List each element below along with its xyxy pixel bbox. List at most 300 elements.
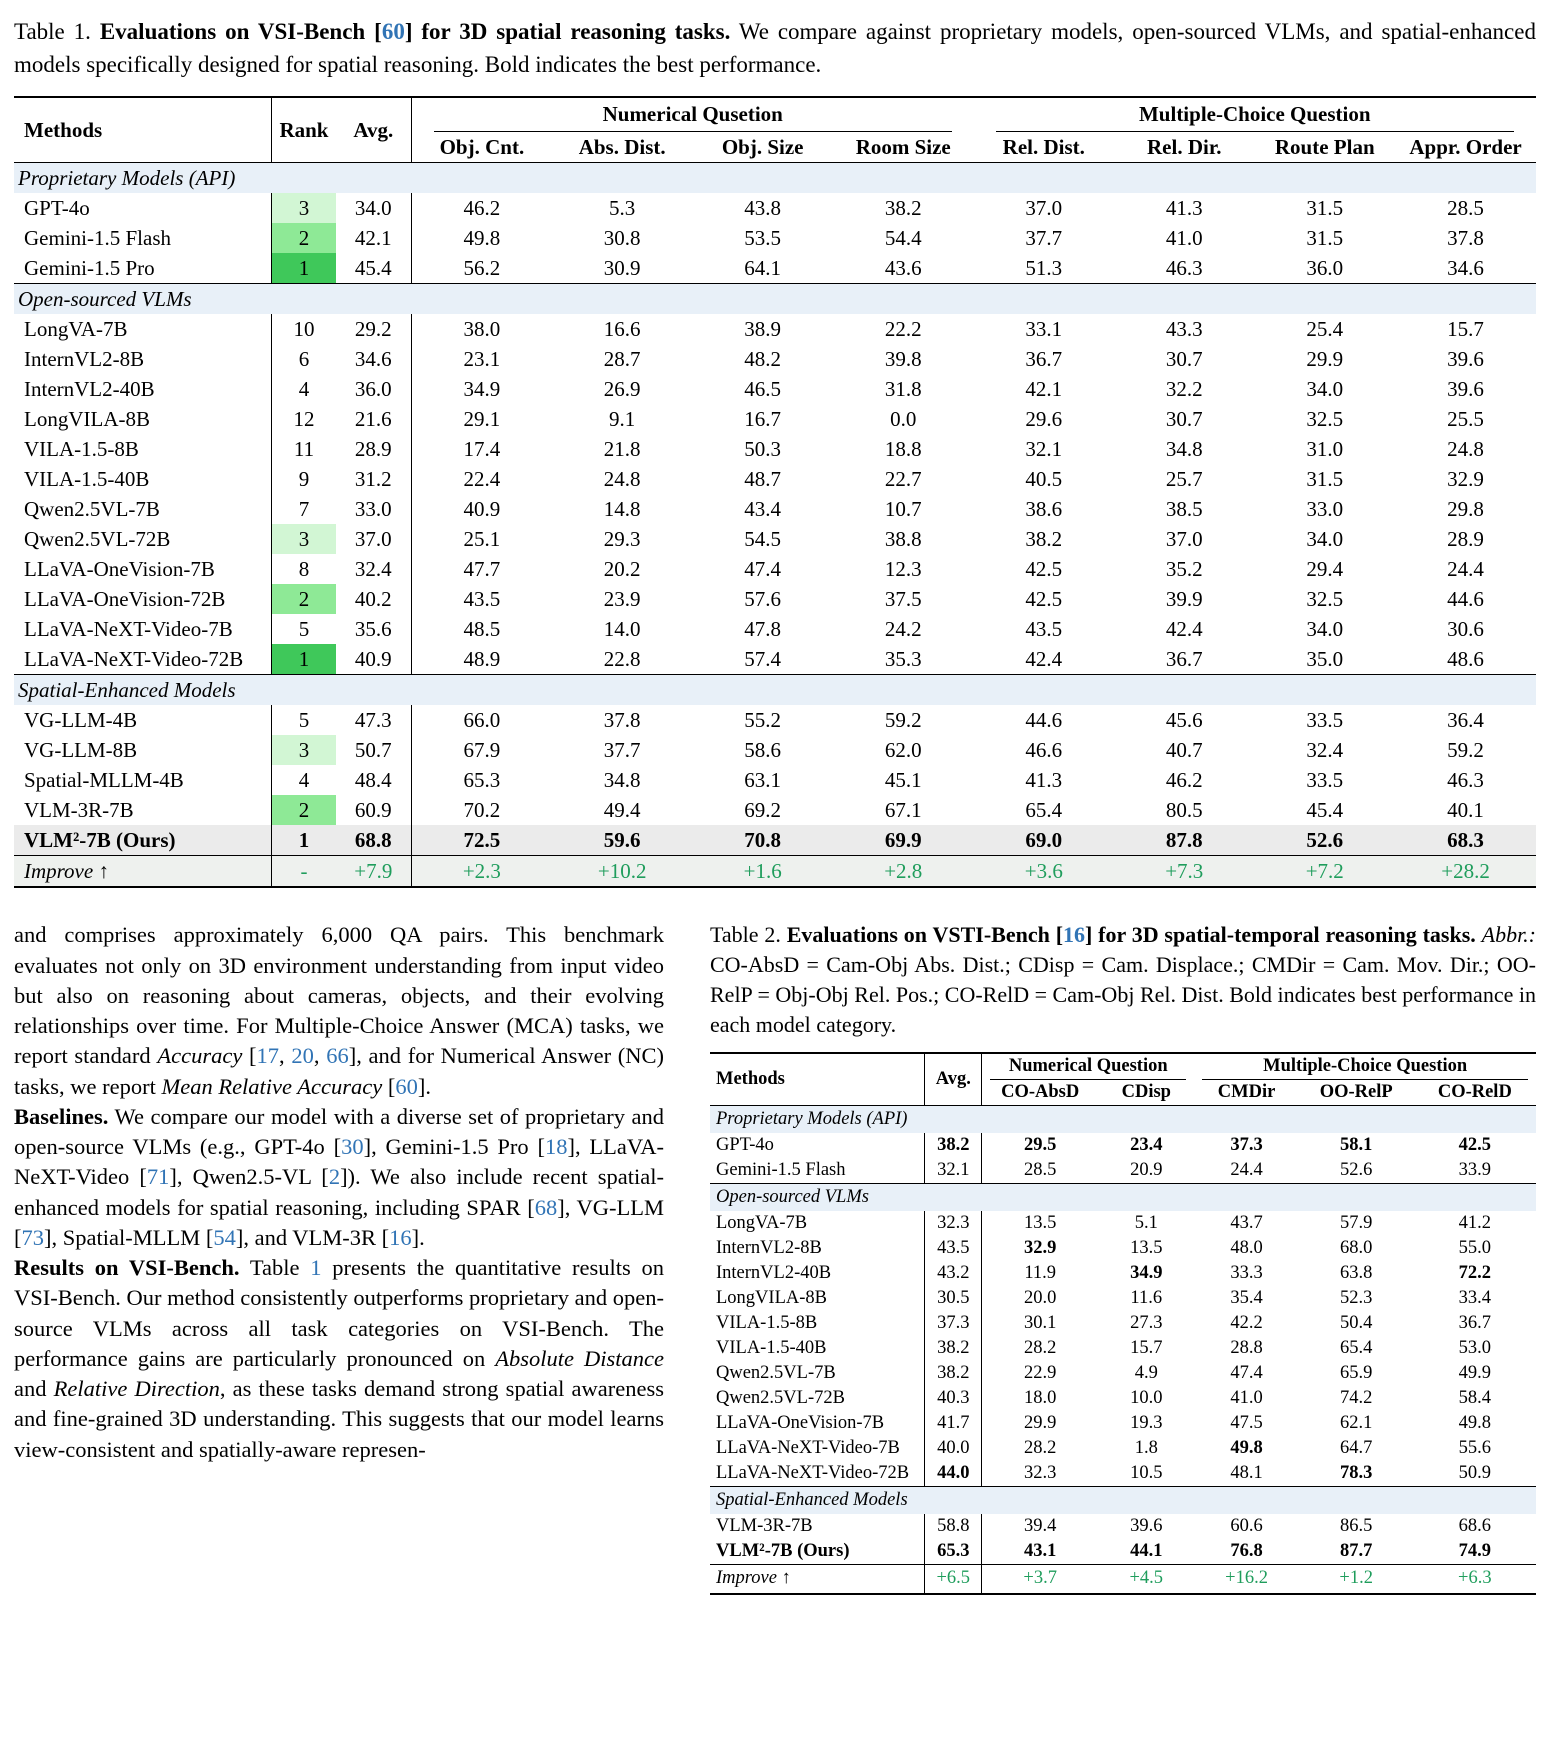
rank-cell: 5 [298,616,310,641]
section-title: Spatial-Enhanced Models [710,1486,1536,1514]
paragraph-results-vsi-bench [14,1253,664,1465]
value-cell: 42.1 [1025,376,1063,401]
value-cell: 33.5 [1306,707,1344,732]
vsi-bench-table [14,96,1536,888]
text-segment: and comprises approximately 6,000 QA pairs. This benchmark evaluates not only on 3D environment understanding from input video but also on reasoning about cameras, objects, and their evolving relationships over time. For Multiple-Choice Answer (MCA) tasks, we report standard [14,922,664,1069]
avg-cell: 35.6 [336,614,412,644]
value-cell: 46.5 [744,376,782,401]
method-name: LLaVA-NeXT-Video-72B [14,644,272,675]
method-name: LLaVA-NeXT-Video-7B [710,1436,925,1461]
improve-value: +4.5 [1098,1564,1194,1594]
method-row [14,584,1536,614]
method-name: LLaVA-NeXT-Video-7B [14,614,272,644]
avg-cell: 44.0 [925,1461,982,1487]
value-cell: 52.6 [1340,1159,1373,1180]
text-segment: [ [382,1073,396,1099]
text-segment: Table 2. [710,922,787,948]
improve-value: +7.2 [1254,856,1395,888]
improve-value: +1.6 [692,856,832,888]
method-name: InternVL2-40B [14,374,272,404]
value-cell: 39.6 [1447,376,1484,401]
method-name: Spatial-MLLM-4B [14,765,272,795]
method-row [710,1436,1536,1461]
column-header: Route Plan [1274,134,1375,159]
value-cell: 39.8 [884,346,922,371]
value-cell: 11.9 [1024,1262,1057,1283]
avg-cell: 40.9 [336,644,412,675]
value-cell: 43.6 [884,255,922,280]
column-header: Rel. Dir. [1147,134,1222,159]
section-title: Open-sourced VLMs [710,1183,1536,1211]
value-cell: 43.5 [1025,616,1063,641]
section-row [14,163,1536,194]
value-cell: 44.6 [1025,707,1063,732]
method-row [710,1286,1536,1311]
value-cell: 23.4 [1130,1134,1163,1155]
value-cell: 59.6 [552,825,693,856]
value-cell: 57.9 [1340,1212,1373,1233]
value-cell: 48.0 [1230,1237,1263,1258]
value-cell: 32.5 [1306,406,1344,431]
value-cell: 30.1 [1023,1312,1057,1333]
multiple-choice-group-header [974,97,1536,132]
text-segment: ], Qwen2.5-VL [ [169,1164,329,1190]
value-cell: 64.1 [744,255,782,280]
method-row [14,434,1536,464]
value-cell: 9.1 [609,406,636,431]
value-cell: 40.5 [1025,466,1063,491]
methods-column-header: Methods [14,97,272,163]
citation-link[interactable]: 20 [291,1043,314,1069]
group-header-row [710,1053,1536,1080]
value-cell: 4.9 [1134,1362,1158,1383]
value-cell: 68.6 [1458,1515,1491,1536]
text-segment: Relative Direction [53,1376,220,1402]
avg-cell: 45.4 [336,253,412,284]
value-cell: 45.6 [1165,707,1203,732]
method-row [710,1361,1536,1386]
value-cell: 44.6 [1447,586,1484,611]
value-cell: 63.8 [1340,1262,1373,1283]
value-cell: 11.6 [1130,1287,1163,1308]
section-row [14,675,1536,706]
value-cell: 17.4 [463,436,501,461]
citation-link[interactable]: 71 [146,1164,170,1190]
value-cell: 87.7 [1340,1540,1373,1561]
citation-link[interactable]: 2 [328,1164,341,1190]
value-cell: 63.1 [744,767,782,792]
value-cell: 42.2 [1230,1312,1263,1333]
avg-cell: 40.2 [336,584,412,614]
value-cell: 70.8 [692,825,832,856]
value-cell: 47.7 [463,556,501,581]
avg-cell: 21.6 [336,404,412,434]
method-name: LLaVA-OneVision-72B [14,584,272,614]
value-cell: 49.8 [1458,1412,1491,1433]
method-row [14,765,1536,795]
text-segment: Baselines. [14,1103,109,1129]
improve-value: +2.8 [833,856,974,888]
text-segment: ], and for Numerical Answer (NC) tasks, we report [14,1043,665,1099]
method-name: Qwen2.5VL-7B [14,494,272,524]
method-name: VILA-1.5-40B [14,464,272,494]
value-cell: 38.8 [884,526,922,551]
avg-cell: 60.9 [336,795,412,825]
citation-link[interactable]: 60 [395,1073,418,1099]
text-segment: Table 1. [14,19,100,44]
text-segment: [ [1055,922,1064,948]
table1-caption [14,16,1536,81]
avg-cell: 47.3 [336,705,412,735]
improve-value: +16.2 [1194,1564,1298,1594]
value-cell: 24.8 [1447,436,1484,461]
column-header: Rel. Dist. [1002,134,1085,159]
value-cell: 58.1 [1340,1134,1373,1155]
rank-cell: 1 [272,644,336,675]
avg-cell: 38.2 [925,1133,982,1158]
value-cell: 31.5 [1306,466,1344,491]
value-cell: 48.7 [744,466,782,491]
citation-link[interactable]: 68 [534,1194,558,1220]
value-cell: 37.0 [1025,195,1063,220]
group-label: Numerical Question [990,1054,1186,1080]
method-row [14,374,1536,404]
value-cell: 29.9 [1023,1412,1057,1433]
value-cell: 20.0 [1023,1287,1057,1308]
text-segment: ]. [411,1224,425,1250]
avg-cell: 40.3 [925,1386,982,1411]
value-cell: 72.5 [411,825,552,856]
value-cell: 40.1 [1447,797,1484,822]
text-segment: , [313,1043,327,1069]
rank-cell: 10 [293,316,315,341]
method-row [14,494,1536,524]
value-cell: 46.3 [1165,255,1203,280]
improve-rank: - [272,856,336,888]
avg-cell: 34.6 [336,344,412,374]
citation-link[interactable]: 66 [326,1043,349,1069]
method-row [14,344,1536,374]
method-name: LongVA-7B [14,314,272,344]
text-segment: Table [239,1255,311,1281]
text-segment: Evaluations on VSTI-Bench [786,922,1056,948]
value-cell: 28.2 [1023,1437,1057,1458]
section-row [710,1183,1536,1211]
method-row [14,614,1536,644]
method-row [14,644,1536,675]
text-segment: CO-AbsD = Cam-Obj Abs. Dist.; CDisp = Cam. Displace.; CMDir = Cam. Mov. Dir.; OO-RelP = Obj-Obj Rel. Pos.; CO-RelD = Cam-Obj Rel. Dist. Bold indicates best performance in each model category. [710,952,1536,1038]
value-cell: 65.3 [463,767,501,792]
text-segment: ] [404,19,413,44]
value-cell: 26.9 [603,376,641,401]
text-segment: ], VG-LLM [ [14,1194,664,1250]
value-cell: 34.9 [463,376,501,401]
method-row [710,1514,1536,1539]
method-name: LongVA-7B [710,1211,925,1236]
text-segment: ]). We also include recent spatial-enhanced models for spatial reasoning, including SPAR [ [14,1164,664,1220]
value-cell: 47.5 [1230,1412,1263,1433]
value-cell: 35.0 [1306,646,1344,671]
numerical-question-group-header [982,1053,1195,1080]
citation-link[interactable]: 16 [389,1224,412,1250]
value-cell: 24.8 [603,466,641,491]
improve-value: +3.7 [982,1564,1099,1594]
value-cell: 37.3 [1230,1134,1263,1155]
text-segment: [ [374,19,382,44]
value-cell: 33.4 [1458,1287,1491,1308]
improve-value: +2.3 [411,856,552,888]
text-segment: Absolute Distance [495,1345,664,1371]
value-cell: 56.2 [463,255,501,280]
value-cell: 28.8 [1230,1337,1263,1358]
column-header: Appr. Order [1409,134,1522,159]
text-segment: ], Gemini-1.5 Pro [ [363,1134,545,1160]
value-cell: 5.1 [1134,1212,1158,1233]
value-cell: 36.7 [1025,346,1063,371]
value-cell: 48.6 [1447,646,1484,671]
two-column-layout [14,920,1536,1595]
avg-cell: 58.8 [925,1514,982,1539]
avg-column-header: Avg. [336,97,412,163]
citation-link[interactable]: 60 [381,19,405,44]
improve-label: Improve ↑ [710,1564,925,1594]
text-segment: Abbr.: [1481,922,1537,948]
value-cell: 42.4 [1165,616,1203,641]
value-cell: 37.7 [603,737,641,762]
value-cell: 57.6 [744,586,782,611]
value-cell: 41.3 [1025,767,1063,792]
value-cell: 46.3 [1447,767,1484,792]
value-cell: 42.5 [1458,1134,1491,1155]
method-name: VG-LLM-4B [14,705,272,735]
method-name: Qwen2.5VL-72B [14,524,272,554]
method-name: LLaVA-OneVision-7B [710,1411,925,1436]
avg-cell: 36.0 [336,374,412,404]
rank-cell: 11 [293,436,315,461]
method-row [14,223,1536,253]
value-cell: 55.0 [1458,1237,1491,1258]
avg-cell: 40.0 [925,1436,982,1461]
multiple-choice-group-header [1194,1053,1536,1080]
value-cell: 39.9 [1165,586,1203,611]
rank-cell: 4 [298,376,310,401]
value-cell: 31.0 [1306,436,1344,461]
value-cell: 34.8 [1165,436,1203,461]
value-cell: 29.5 [1023,1134,1057,1155]
rank-cell: 4 [298,767,310,792]
value-cell: 43.3 [1165,316,1203,341]
value-cell: 43.1 [1023,1540,1057,1561]
value-cell: 22.7 [884,466,922,491]
value-cell: 48.9 [463,646,501,671]
avg-cell: 28.9 [336,434,412,464]
avg-cell: 38.2 [925,1361,982,1386]
section-row [710,1486,1536,1514]
citation-link[interactable]: 73 [21,1224,44,1250]
method-row [14,825,1536,856]
column-header: CDisp [1121,1081,1171,1102]
value-cell: 65.4 [1340,1337,1373,1358]
text-segment: , as these tasks demand strong spatial awareness and fine-grained 3D understanding. This suggests that our model learns view-consistent and spatially-aware represen- [14,1376,664,1462]
value-cell: 28.5 [1447,195,1484,220]
value-cell: 31.5 [1306,225,1344,250]
method-row [710,1158,1536,1184]
improve-row [710,1564,1536,1594]
value-cell: 14.0 [603,616,641,641]
method-row [14,404,1536,434]
value-cell: 22.8 [603,646,641,671]
method-row [710,1411,1536,1436]
column-header: CMDir [1217,1081,1276,1102]
avg-cell: 34.0 [336,193,412,223]
value-cell: 13.5 [1130,1237,1163,1258]
value-cell: 48.1 [1230,1462,1263,1483]
column-header: CO-RelD [1437,1081,1512,1102]
value-cell: 36.7 [1458,1312,1491,1333]
value-cell: 23.1 [463,346,501,371]
value-cell: 58.6 [744,737,782,762]
value-cell: 86.5 [1340,1515,1373,1536]
method-row [14,735,1536,765]
value-cell: 52.6 [1254,825,1395,856]
paragraph-benchmark-description [14,920,664,1102]
value-cell: 41.0 [1230,1387,1263,1408]
value-cell: 35.3 [884,646,922,671]
section-title: Proprietary Models (API) [710,1105,1536,1133]
value-cell: 22.4 [463,466,501,491]
table2-caption [710,920,1536,1040]
value-cell: 43.5 [463,586,501,611]
value-cell: 13.5 [1023,1212,1057,1233]
value-cell: 28.7 [603,346,641,371]
section-title: Proprietary Models (API) [14,163,1536,194]
value-cell: 29.6 [1025,406,1063,431]
value-cell: 72.2 [1458,1262,1491,1283]
improve-value: +7.3 [1114,856,1254,888]
value-cell: 50.9 [1458,1462,1491,1483]
method-row [710,1236,1536,1261]
value-cell: 40.9 [463,496,501,521]
value-cell: 49.8 [463,225,501,250]
method-name: Gemini-1.5 Flash [710,1158,925,1184]
avg-cell: 32.4 [336,554,412,584]
value-cell: 29.3 [603,526,641,551]
value-cell: 43.7 [1230,1212,1263,1233]
column-header: Obj. Cnt. [439,134,525,159]
method-row [14,253,1536,284]
method-name: InternVL2-8B [14,344,272,374]
value-cell: 28.9 [1447,526,1484,551]
text-segment: Accuracy [157,1043,243,1069]
value-cell: 48.5 [463,616,501,641]
value-cell: 35.2 [1165,556,1203,581]
rank-cell: 12 [293,406,315,431]
value-cell: 30.7 [1165,406,1203,431]
value-cell: 47.4 [744,556,782,581]
citation-link[interactable]: 30 [341,1134,364,1160]
avg-cell: 32.3 [925,1211,982,1236]
method-name: GPT-4o [710,1133,925,1158]
value-cell: 30.7 [1165,346,1203,371]
value-cell: 16.6 [603,316,641,341]
method-row [710,1261,1536,1286]
method-name: VILA-1.5-8B [14,434,272,464]
text-segment: and [14,1376,54,1402]
method-name: LongVILA-8B [710,1286,925,1311]
value-cell: 50.3 [744,436,782,461]
value-cell: 25.1 [463,526,501,551]
improve-row [14,856,1536,888]
citation-link[interactable]: 54 [213,1224,236,1250]
method-row [710,1336,1536,1361]
citation-link[interactable]: 16 [1063,922,1086,948]
rank-cell: 9 [298,466,310,491]
avg-cell: 29.2 [336,314,412,344]
value-cell: 33.1 [1025,316,1063,341]
column-header: OO-RelP [1319,1081,1393,1102]
rank-cell: 1 [272,253,336,284]
value-cell: 29.4 [1306,556,1344,581]
value-cell: 43.4 [744,496,782,521]
value-cell: 34.9 [1130,1262,1163,1283]
value-cell: 33.3 [1230,1262,1263,1283]
avg-cell: 37.3 [925,1311,982,1336]
value-cell: 47.8 [744,616,782,641]
column-header: CO-AbsD [1001,1081,1080,1102]
text-segment: for 3D spatial reasoning tasks. [412,19,731,44]
value-cell: 10.5 [1130,1462,1163,1483]
value-cell: 32.5 [1306,586,1344,611]
value-cell: 87.8 [1114,825,1254,856]
citation-link[interactable]: 1 [310,1255,322,1281]
method-name: LLaVA-NeXT-Video-72B [710,1461,925,1487]
citation-link[interactable]: 17 [256,1043,280,1069]
value-cell: 16.7 [744,406,782,431]
value-cell: 32.2 [1165,376,1203,401]
value-cell: 32.4 [1306,737,1344,762]
group-label: Multiple-Choice Question [996,98,1514,132]
rank-cell: 5 [298,707,310,732]
citation-link[interactable]: 18 [544,1134,568,1160]
text-segment: ], and VLM-3R [ [235,1224,390,1250]
improve-value: +3.6 [974,856,1114,888]
rank-cell: 2 [272,584,336,614]
value-cell: 70.2 [463,797,501,822]
value-cell: 59.2 [1447,737,1484,762]
method-name: VLM²-7B (Ours) [710,1539,925,1565]
rank-cell: 7 [298,496,310,521]
text-segment: ], Spatial-MLLM [ [44,1224,214,1250]
text-segment: ] [1085,922,1093,948]
value-cell: 29.9 [1306,346,1344,371]
value-cell: 0.0 [890,406,917,431]
group-label: Multiple-Choice Question [1202,1054,1528,1080]
value-cell: 30.9 [603,255,641,280]
text-segment: presents the quantitative results on VSI-Bench. Our method consistently outperforms proprietary and open-source VLMs across all task categories on VSI-Bench. The performance gains are particularly pronounced on [14,1255,664,1371]
improve-avg: +6.5 [925,1564,982,1594]
improve-value: +10.2 [552,856,693,888]
method-name: VLM-3R-7B [710,1514,925,1539]
value-cell: 5.3 [609,195,636,220]
value-cell: 41.3 [1165,195,1203,220]
improve-label: Improve ↑ [14,856,272,888]
avg-cell: 38.2 [925,1336,982,1361]
avg-cell: 37.0 [336,524,412,554]
value-cell: 29.8 [1447,496,1484,521]
value-cell: 62.0 [884,737,922,762]
value-cell: 40.7 [1165,737,1203,762]
value-cell: 46.6 [1025,737,1063,762]
